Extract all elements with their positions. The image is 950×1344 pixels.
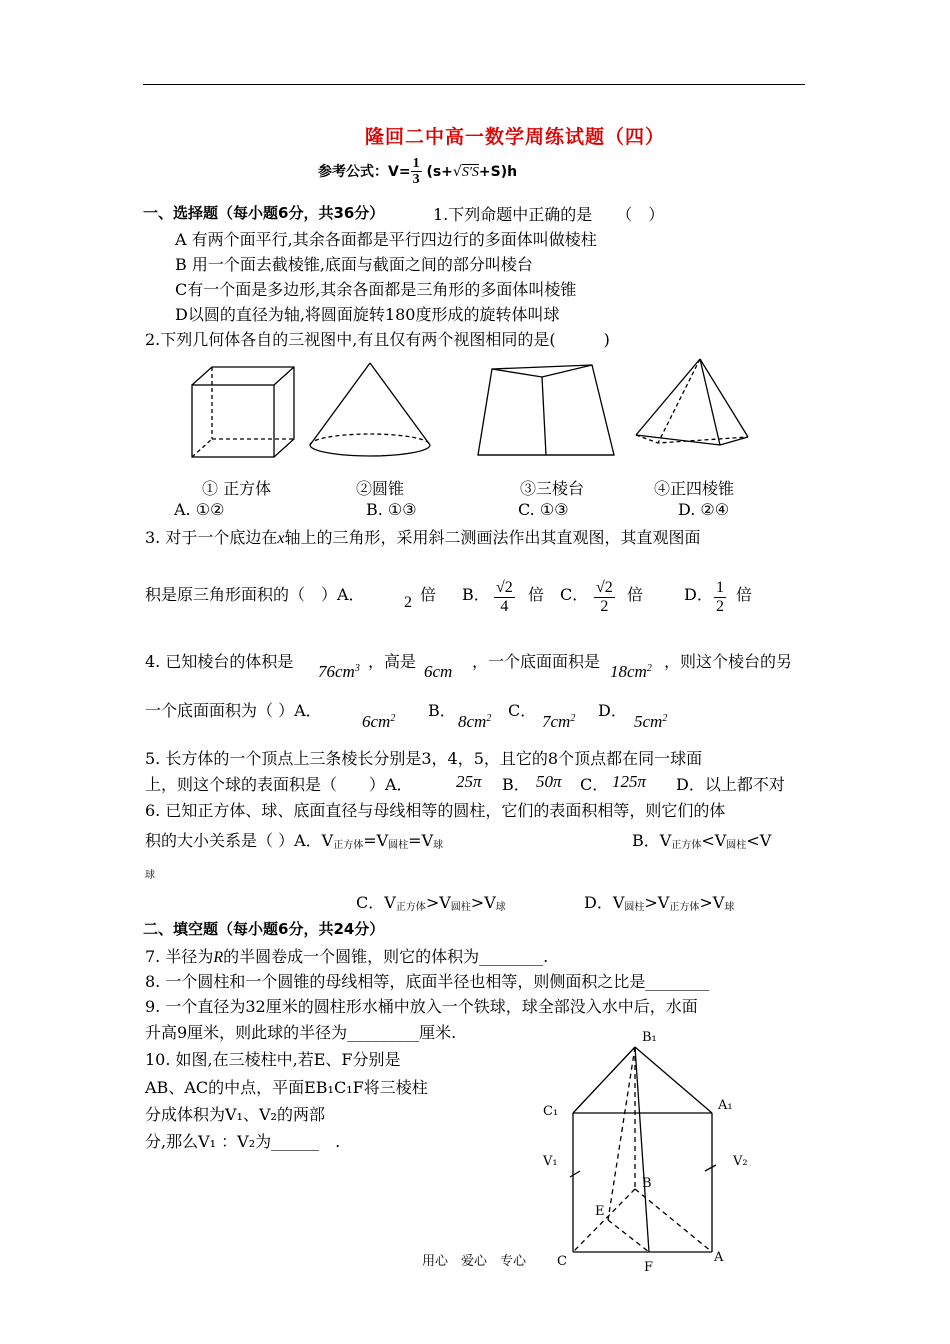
q3-c-num: √2 <box>596 579 613 596</box>
q7-radius-var: R <box>213 949 224 966</box>
q2-label-pyramid: ④正四棱锥 <box>654 479 735 498</box>
q3-d-den: 2 <box>716 597 724 615</box>
q3-option-b-fraction <box>494 579 515 615</box>
q3-option-b-label: B． <box>462 585 490 604</box>
q6-d-label: D．V <box>584 893 625 912</box>
q6-c-label: C．V <box>356 893 396 912</box>
q5-line2: 上，则这个球的表面积是（ ）A． <box>145 775 413 794</box>
q2-option-d: D. ②④ <box>678 500 730 519</box>
q9-line2: 升高9厘米，则此球的半径为_________厘米. <box>145 1023 457 1042</box>
q5-option-c: 125π <box>612 772 647 791</box>
q7-a: 7. 半径为 <box>145 947 214 966</box>
q2-option-c: C. ①③ <box>518 500 569 519</box>
q2-solids-figure <box>180 355 780 465</box>
q10-line4: 分,那么V₁ ：V₂为______ . <box>145 1132 341 1151</box>
q3-stem-b: 轴上的三角形，采用斜二测画法作出其直观图，其直观图面 <box>284 528 701 547</box>
square-pyramid-solid <box>636 359 748 445</box>
q4-opt-d-exp: 2 <box>662 713 668 724</box>
q6-a-eq1: =V <box>363 831 389 850</box>
q1-option-d: D以圆的直径为轴,将圆面旋转180度形成的旋转体叫球 <box>175 305 560 324</box>
q4-volume-exp: 3 <box>354 663 360 674</box>
page-footer: 用心 爱心 专心 <box>422 1254 527 1269</box>
q3-option-b-unit: 倍 <box>528 585 545 604</box>
q1-option-c: C有一个面是多边形,其余各面都是三角形的多面体叫棱锥 <box>175 280 577 299</box>
q2-stem: 2.下列几何体各自的三视图中,有且仅有两个视图相同的是( ) <box>145 330 610 349</box>
edge-b-c <box>573 1189 635 1252</box>
q3-c-den: 2 <box>600 597 609 615</box>
q4-volume <box>318 662 360 682</box>
q3-b-num: √2 <box>496 579 513 596</box>
q6-d-gt2: >V <box>699 893 725 912</box>
q6-c-gt1: >V <box>425 893 451 912</box>
q4-text-c: ，一个底面面积是 <box>472 652 601 671</box>
q4-volume-value: 76cm <box>318 662 355 681</box>
q3-option-c-label: C． <box>560 585 589 604</box>
q8: 8. 一个圆柱和一个圆锥的母线相等，底面半径也相等，则侧面积之比是________ <box>145 972 710 991</box>
q6-a-cube: 正方体 <box>333 840 364 851</box>
v2-pointer <box>705 1165 716 1171</box>
q6-option-b <box>632 828 771 851</box>
label-a1: A₁ <box>718 1098 733 1113</box>
q6-b-label: B．V <box>632 831 672 850</box>
q6-option-c <box>356 890 506 913</box>
q2-option-b: B. ①③ <box>366 500 417 519</box>
q5-option-b: 50π <box>536 772 562 791</box>
q3-option-a-unit: 倍 <box>420 585 437 604</box>
q10-line2: AB、AC的中点，平面EB₁C₁F将三棱柱 <box>145 1078 428 1097</box>
q4-line2: 一个底面面积为（ ）A． <box>145 701 322 720</box>
q4-opt-a-exp: 2 <box>390 713 396 724</box>
q6-a-ball: 球 <box>433 840 444 851</box>
q6-b-cube: 正方体 <box>671 840 702 851</box>
q4-opt-d-value: 5cm <box>634 712 663 731</box>
cone-solid <box>310 363 430 456</box>
q3-option-a-value: 2 <box>404 594 412 611</box>
q6-option-b-ball: 球 <box>145 870 155 881</box>
q6-a-eq2: =V <box>408 831 434 850</box>
q4-text-b: ，高是 <box>368 652 417 671</box>
q4-option-b <box>458 712 491 732</box>
formula-numerator: 1 <box>412 156 420 171</box>
q6-option-d <box>584 890 734 913</box>
q6-c-gt2: >V <box>470 893 496 912</box>
q5-option-c-label: C． <box>580 775 609 794</box>
q6-c-cyl: 圆柱 <box>450 902 471 913</box>
q6-d-ball: 球 <box>724 902 735 913</box>
q2-label-frustum: ③三棱台 <box>520 479 585 498</box>
q7-b: 的半圆卷成一个圆锥，则它的体积为________. <box>223 947 549 966</box>
q4-text-d: ，则这个棱台的另 <box>664 652 793 671</box>
q2-label-cone: ②圆锥 <box>356 479 405 498</box>
formula-sqrt: √S′S <box>452 163 479 180</box>
edge-b1-a1 <box>635 1047 712 1113</box>
q4-area-exp: 2 <box>646 663 652 674</box>
q3-option-d-unit: 倍 <box>736 585 753 604</box>
label-b1: B₁ <box>642 1030 657 1045</box>
q6-d-cube: 正方体 <box>669 902 700 913</box>
frustum-solid <box>478 365 614 455</box>
q4-option-d-label: D． <box>598 701 627 720</box>
q6-b-lt2: <V <box>746 831 772 850</box>
q3-stem <box>145 525 700 548</box>
label-v1: V₁ <box>543 1154 558 1169</box>
formula-fraction <box>411 156 422 188</box>
q7 <box>145 944 548 967</box>
q4-option-b-label: B． <box>428 701 456 720</box>
section1-heading: 一、选择题（每小题6分，共36分） <box>143 204 385 222</box>
formula-end: +S)h <box>478 163 518 180</box>
q4-opt-c-exp: 2 <box>570 713 576 724</box>
q3-b-den: 4 <box>500 597 509 615</box>
q4-area-value: 18cm <box>610 662 647 681</box>
cube-solid <box>192 367 294 457</box>
section2-heading: 二、填空题（每小题6分，共24分） <box>143 920 385 938</box>
edge-b1-e <box>608 1047 635 1220</box>
q4-height: 6cm <box>424 662 453 681</box>
q4-option-a <box>362 712 395 732</box>
q6-c-cube: 正方体 <box>395 902 426 913</box>
q4-opt-b-exp: 2 <box>486 713 492 724</box>
q10-line3: 分成体积为V₁、V₂的两部 <box>145 1105 325 1124</box>
top-rule <box>143 84 805 85</box>
q4-option-c-label: C． <box>508 701 537 720</box>
q5-option-d: D．以上都不对 <box>676 775 785 794</box>
q2-option-a: A. ①② <box>174 500 225 519</box>
q3-line2: 积是原三角形面积的（ ）A． <box>145 585 365 604</box>
label-e: E <box>595 1204 605 1219</box>
q6-d-gt1: >V <box>644 893 670 912</box>
q3-option-d-fraction <box>714 579 726 615</box>
q6-d-cyl: 圆柱 <box>624 902 645 913</box>
q5-option-a: 25π <box>456 772 482 791</box>
page-title: 隆回二中高一数学周练试题（四） <box>365 126 666 148</box>
q2-label-cube: ① 正方体 <box>202 479 272 498</box>
label-c1: C₁ <box>543 1104 559 1119</box>
label-b: B <box>642 1176 652 1191</box>
formula-radicand: S′S <box>461 164 479 180</box>
q1-stem: 1.下列命题中正确的是 （ ） <box>433 205 665 224</box>
q3-option-c-fraction <box>594 579 615 615</box>
formula-prefix: 参考公式：V= <box>318 163 411 180</box>
q3-stem-a: 3. 对于一个底边在 <box>145 528 278 547</box>
prism-figure <box>530 1025 770 1280</box>
q6-line2: 积的大小关系是（ ）A．V <box>145 831 334 850</box>
q1-option-b: B 用一个面去截棱锥,底面与截面之间的部分叫棱台 <box>175 255 533 274</box>
label-a: A <box>714 1250 724 1265</box>
formula-denominator: 3 <box>412 172 420 188</box>
q6-b-cyl: 圆柱 <box>726 840 747 851</box>
q9-line1: 9. 一个直径为32厘米的圆柱形水桶中放入一个铁球，球全部没入水中后，水面 <box>145 997 698 1016</box>
q5-line1: 5. 长方体的一个顶点上三条棱长分别是3，4，5，且它的8个顶点都在同一球面 <box>145 749 703 768</box>
q6-a-cyl: 圆柱 <box>388 840 409 851</box>
q4-option-d <box>634 712 667 732</box>
reference-formula <box>318 156 517 188</box>
q4-area <box>610 662 652 682</box>
edge-b1-f <box>635 1047 649 1252</box>
q3-option-d-label: D． <box>684 585 713 604</box>
edge-e-f <box>608 1220 649 1252</box>
q6-line1: 6. 已知正方体、球、底面直径与母线相等的圆柱，它们的表面积相等，则它们的体 <box>145 801 726 820</box>
label-c: C <box>557 1254 567 1269</box>
q3-d-num: 1 <box>716 579 724 596</box>
formula-mid: (s+ <box>426 163 453 180</box>
q4-opt-a-value: 6cm <box>362 712 391 731</box>
q3-x-var: x <box>277 530 285 547</box>
q4-text-a: 4. 已知棱台的体积是 <box>145 652 294 671</box>
q10-line1: 10. 如图,在三棱柱中,若E、F分别是 <box>145 1050 401 1069</box>
q5-option-b-label: B． <box>502 775 530 794</box>
q3-option-c-unit: 倍 <box>627 585 644 604</box>
q6-c-ball: 球 <box>495 902 506 913</box>
q6-b-lt1: <V <box>701 831 727 850</box>
label-f: F <box>644 1260 654 1275</box>
q4-opt-c-value: 7cm <box>542 712 571 731</box>
label-v2: V₂ <box>733 1154 748 1169</box>
v1-pointer <box>570 1171 580 1177</box>
q4-option-c <box>542 712 575 732</box>
q4-opt-b-value: 8cm <box>458 712 487 731</box>
q6-option-a <box>145 828 443 851</box>
q1-option-a: A 有两个面平行,其余各面都是平行四边行的多面体叫做棱柱 <box>175 230 597 249</box>
